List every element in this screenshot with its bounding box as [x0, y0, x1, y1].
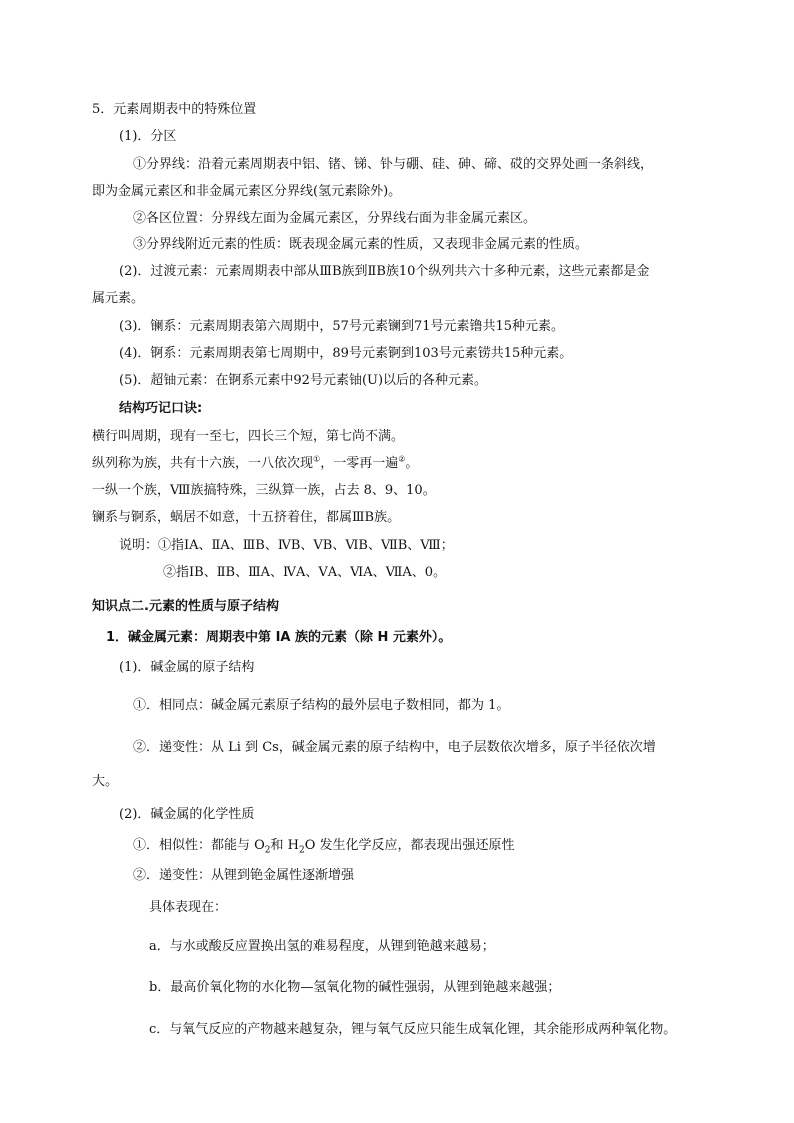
footnote-mark-1: ① — [313, 454, 321, 464]
mnemonic-note-1: 说明：①指ⅠA、ⅡA、ⅢB、ⅣB、ⅤB、ⅥB、ⅦB、Ⅷ； — [119, 538, 454, 553]
boundary-line-text-2: 即为金属元素区和非金属元素区分界线(氢元素除外)。 — [92, 184, 402, 199]
manifestation-c: c．与氧气反应的产物越来越复杂，锂与氧气反应只能生成氧化锂，其余能形成两种氧化物。 — [149, 1022, 677, 1037]
mnemonic-line-2: 纵列称为族，共有十六族，一八依次现①，一零再一遍②。 — [92, 454, 419, 471]
subsection-partition: (1)．分区 — [119, 129, 177, 144]
manifestation-b: b．最高价氧化物的水化物—氢氧化物的碱性强弱，从锂到铯越来越强； — [149, 980, 561, 995]
similarity-properties-text: ①．相似性：都能与 $O_2$和 $H_2O$ 发生化学反应，都表现出强还原性 — [133, 838, 515, 856]
alkali-metals-heading: 1．碱金属元素：周期表中第 IA 族的元素（除 H 元素外）。 — [106, 630, 452, 645]
mnemonic-note-2: ②指ⅠB、ⅡB、ⅢA、ⅣA、ⅤA、ⅥA、ⅦA、0。 — [163, 565, 447, 580]
transuranium-text: (5)．超铀元素：在锕系元素中92号元素铀(U)以后的各种元素。 — [119, 373, 488, 388]
atomic-structure-heading: (1)．碱金属的原子结构 — [119, 660, 255, 675]
gradient-properties-text: ②．递变性：从锂到铯金属性逐渐增强 — [133, 868, 355, 883]
section-5-title: 5．元素周期表中的特殊位置 — [92, 102, 257, 117]
mnemonic-line-3: 一纵一个族，Ⅷ族搞特殊，三纵算一族，占去 8、9、10。 — [92, 483, 436, 498]
gradient-structure-text-1: ②．递变性：从 Li 到 Cs，碱金属元素的原子结构中，电子层数依次增多，原子半径依次增 — [133, 740, 656, 755]
lanthanide-text: (3)．镧系：元素周期表第六周期中，57号元素镧到71号元素镥共15种元素。 — [119, 319, 565, 334]
manifestation-a: a．与水或酸反应置换出氢的难易程度，从锂到铯越来越易； — [149, 939, 495, 954]
gradient-structure-text-2: 大。 — [92, 774, 119, 789]
mnemonic-line-4: 镧系与锕系，蜗居不如意，十五挤着住，都属ⅢB族。 — [92, 510, 401, 525]
knowledge-point-2-title: 知识点二.元素的性质与原子结构 — [92, 599, 279, 614]
transition-elements-text-2: 属元素。 — [92, 291, 145, 306]
similarity-structure-text: ①．相同点：碱金属元素原子结构的最外层电子数相同，都为 1。 — [133, 698, 510, 713]
region-position-text: ②各区位置：分界线左面为金属元素区，分界线右面为非金属元素区。 — [133, 211, 537, 226]
actinide-text: (4)．锕系：元素周期表第七周期中，89号元素锕到103号元素铹共15种元素。 — [119, 346, 573, 361]
chemical-properties-heading: (2)．碱金属的化学性质 — [119, 807, 255, 822]
boundary-line-text-1: ①分界线：沿着元素周期表中铝、锗、锑、钋与硼、硅、砷、碲、砹的交界处画一条斜线， — [133, 157, 654, 172]
footnote-mark-2: ② — [398, 454, 406, 464]
mnemonic-line-1: 横行叫周期，现有一至七，四长三个短，第七尚不满。 — [92, 429, 405, 444]
mnemonic-title: 结构巧记口诀: — [119, 401, 203, 416]
transition-elements-text-1: (2)．过渡元素：元素周期表中部从ⅢB族到ⅡB族10个纵列共六十多种元素，这些元素都是金 — [119, 264, 650, 279]
specific-manifestation-label: 具体表现在： — [149, 900, 228, 915]
boundary-property-text: ③分界线附近元素的性质：既表现金属元素的性质，又表现非金属元素的性质。 — [133, 237, 589, 252]
